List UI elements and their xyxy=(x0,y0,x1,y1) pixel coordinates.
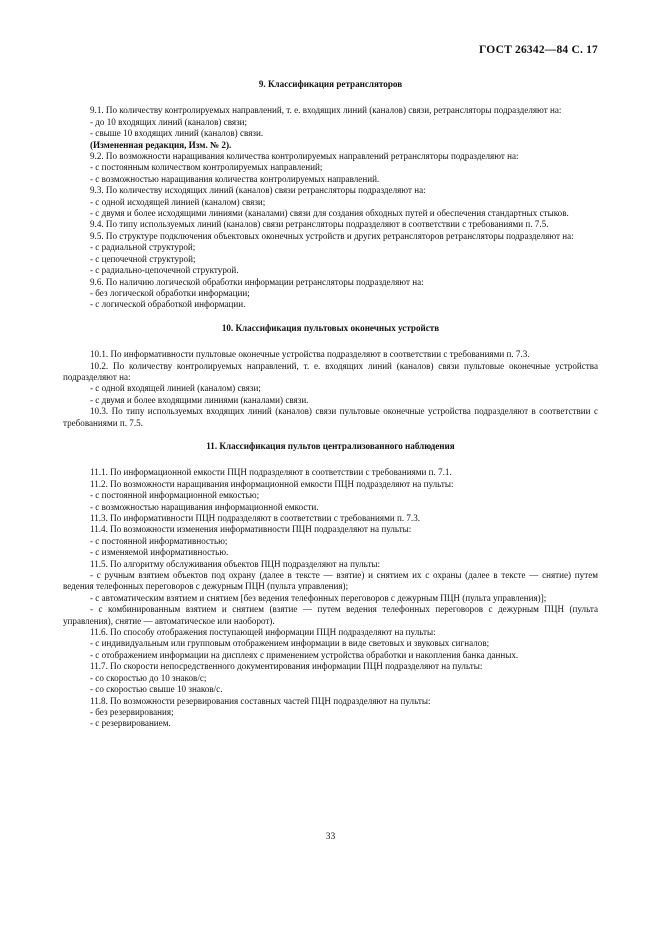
list-item: - свыше 10 входящих линий (каналов) связи. xyxy=(90,128,264,139)
section-title: 10. Классификация пультовых оконечных устройств xyxy=(221,322,440,333)
list-item: - с одной исходящей линией (каналом) связи; xyxy=(90,196,266,207)
list-item: - без логической обработки информации; xyxy=(90,287,250,298)
list-item: - с постоянной информативностью; xyxy=(90,535,228,546)
paragraph: 11.4. По возможности изменения информативности ПЦН подразделяют на пульты: xyxy=(90,524,412,535)
section-title: 11. Классификация пультов централизованного наблюдения xyxy=(206,440,455,451)
paragraph: 11.5. По алгоритму обслуживания объектов ПЦН подразделяют на пульты: xyxy=(90,558,381,569)
list-item: - с радиально-цепочечной структурой. xyxy=(90,265,239,276)
list-item: - с цепочечной структурой; xyxy=(90,253,196,264)
section-title: 9. Классификация ретрансляторов xyxy=(258,79,403,89)
list-item: - с комбинированным взятием и снятием (взятие — путем ведения телефонных переговоров с дежурным ПЦН (пульта управления), снятие — автоматическое или наоборот). xyxy=(63,604,598,626)
list-item: - с постоянной информационной емкостью; xyxy=(90,490,260,501)
list-item: - с ручным взятием объектов под охрану (далее в тексте — взятие) и снятием их с охраны (далее в тексте — снятие) путем ведения телефонных переговоров с дежурным ПЦН (пульта управления); xyxy=(63,570,598,592)
paragraph: 9.6. По наличию логической обработки информации ретрансляторы подразделяют на: xyxy=(90,276,424,287)
list-item: - с индивидуальным или групповым отображением информации в виде световых и звуковых сигналов; xyxy=(90,638,490,649)
paragraph: 9.3. По количеству исходящих линий (каналов) связи ретрансляторы подразделяют на: xyxy=(90,185,426,196)
list-item: - с логической обработкой информации. xyxy=(90,299,246,310)
amendment-note: (Измененная редакция, Изм. № 2). xyxy=(90,139,232,150)
document-body xyxy=(63,79,598,730)
list-item: - со скоростью до 10 знаков/с; xyxy=(90,672,207,683)
list-item: - с отображением информации на дисплеях с применением устройства обработки и накопления банка данных. xyxy=(90,649,519,660)
paragraph: 11.3. По информативности ПЦН подразделяют в соответствии с требованиями п. 7.3. xyxy=(90,513,421,523)
paragraph: 11.2. По возможности наращивания информационной емкости ПЦН подразделяют на пульты: xyxy=(90,478,454,489)
paragraph: 9.1. По количеству контролируемых направлений, т. е. входящих линий (каналов) связи, ретрансляторы подразделяют на: xyxy=(90,105,562,116)
paragraph: 11.6. По способу отображения поступающей информации ПЦН подразделяют на пульты: xyxy=(90,627,436,638)
list-item: - без резервирования; xyxy=(90,706,174,717)
paragraph: 11.1. По информационной емкости ПЦН подразделяют в соответствии с требованиями п. 7.1. xyxy=(90,467,452,478)
list-item: - с изменяемой информативностью. xyxy=(90,547,229,558)
list-item: - со скоростью свыше 10 знаков/с. xyxy=(90,684,223,695)
list-item: - с резервированием. xyxy=(90,718,171,729)
paragraph: 11.7. По скорости непосредственного документирования информации ПЦН подразделяют на пульты: xyxy=(90,661,483,672)
list-item: - с возможностью наращивания информационной емкости. xyxy=(90,501,319,512)
paragraph: 9.4. По типу используемых линий (каналов) связи ретрансляторы подразделяют в соответствии с требованиями п. 7.5. xyxy=(90,219,549,230)
list-item: - с постоянным количеством контролируемых направлений; xyxy=(90,162,323,173)
list-item: - с радиальной структурой; xyxy=(90,242,196,253)
list-item: - с автоматическим взятием и снятием [без ведения телефонных переговоров с дежурным ПЦН (пульта управления)]; xyxy=(90,592,547,603)
paragraph: 10.2. По количеству контролируемых направлений, т. е. входящих линий (каналов) связи пультовые оконечные устройства подразделяют на: xyxy=(63,360,598,382)
paragraph: 11.8. По возможности резервирования составных частей ПЦН подразделяют на пульты: xyxy=(90,695,431,706)
page-number: 33 xyxy=(325,832,336,842)
page-header: ГОСТ 26342—84 С. 17 xyxy=(479,44,598,56)
paragraph: 10.3. По типу используемых входящих линий (каналов) связи пультовые оконечные устройства подразделяют в соответствии с требованиями п. 7.5. xyxy=(63,406,598,428)
paragraph: 9.5. По структуре подключения объектовых оконечных устройств и других ретрансляторов ретрансляторы подразделяют на: xyxy=(90,230,574,241)
paragraph: 9.2. По возможности наращивания количества контролируемых направлений ретрансляторы подразделяют на: xyxy=(90,151,519,162)
list-item: - с двумя и более исходящими линиями (каналами) связи для создания обходных путей и обеспечения стандартных стыков. xyxy=(90,208,569,219)
paragraph: 10.1. По информативности пультовые оконечные устройства подразделяют в соответствии с требованиями п. 7.3. xyxy=(90,349,530,360)
list-item: - до 10 входящих линий (каналов) связи; xyxy=(90,116,248,127)
list-item: - с одной входящей линией (каналом) связи; xyxy=(90,383,261,394)
list-item: - с возможностью наращивания количества контролируемых направлений. xyxy=(90,173,380,184)
list-item: - с двумя и более входящими линиями (каналами) связи. xyxy=(90,394,309,405)
